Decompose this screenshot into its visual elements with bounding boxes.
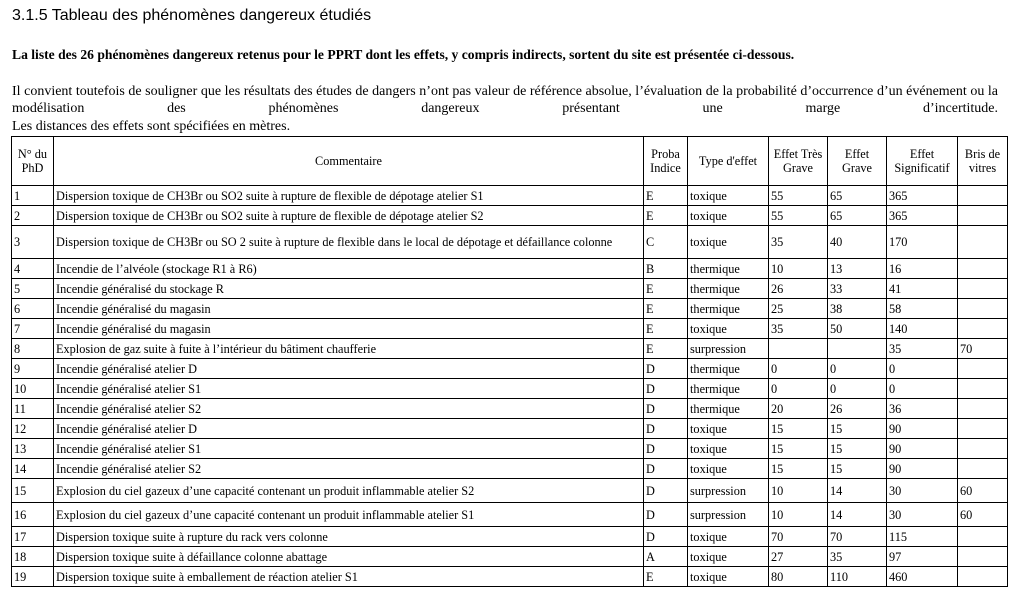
cell-num: 12 bbox=[12, 419, 54, 439]
section-heading: 3.1.5 Tableau des phénomènes dangereux étudiés bbox=[12, 7, 372, 24]
cell-type: toxique bbox=[688, 547, 769, 567]
cell-significatif: 97 bbox=[887, 547, 958, 567]
cell-significatif: 365 bbox=[887, 206, 958, 226]
cell-comment: Explosion du ciel gazeux d’une capacité contenant un produit inflammable atelier S1 bbox=[54, 503, 644, 527]
cell-proba: A bbox=[644, 547, 688, 567]
table-row bbox=[12, 503, 1008, 527]
cell-comment: Dispersion toxique suite à défaillance colonne abattage bbox=[54, 547, 644, 567]
cell-type: thermique bbox=[688, 379, 769, 399]
cell-num: 16 bbox=[12, 503, 54, 527]
cell-type: thermique bbox=[688, 359, 769, 379]
cell-comment: Incendie généralisé du magasin bbox=[54, 319, 644, 339]
cell-proba: E bbox=[644, 567, 688, 587]
cell-grave bbox=[828, 339, 887, 359]
cell-significatif: 170 bbox=[887, 226, 958, 259]
cell-proba: D bbox=[644, 503, 688, 527]
cell-num: 9 bbox=[12, 359, 54, 379]
cell-bris bbox=[958, 547, 1008, 567]
cell-proba: D bbox=[644, 459, 688, 479]
cell-tres-grave: 26 bbox=[769, 279, 828, 299]
cell-comment: Explosion de gaz suite à fuite à l’intérieur du bâtiment chaufferie bbox=[54, 339, 644, 359]
cell-significatif: 36 bbox=[887, 399, 958, 419]
cell-num: 6 bbox=[12, 299, 54, 319]
cell-grave: 65 bbox=[828, 206, 887, 226]
cell-significatif: 58 bbox=[887, 299, 958, 319]
cell-grave: 35 bbox=[828, 547, 887, 567]
cell-num: 7 bbox=[12, 319, 54, 339]
table-row bbox=[12, 319, 1008, 339]
cell-comment: Incendie de l’alvéole (stockage R1 à R6) bbox=[54, 259, 644, 279]
cell-tres-grave: 10 bbox=[769, 479, 828, 503]
table-row bbox=[12, 339, 1008, 359]
table-header-row bbox=[12, 137, 1008, 186]
units-note: Les distances des effets sont spécifiées en mètres. bbox=[12, 119, 291, 134]
cell-proba: D bbox=[644, 379, 688, 399]
cell-bris bbox=[958, 259, 1008, 279]
cell-type: surpression bbox=[688, 503, 769, 527]
disclaimer-paragraph: Il convient toutefois de souligner que les résultats des études de dangers n’ont pas valeur de référence absolue, l’évaluation de la probabilité d’occurrence d’un événement ou la modélisation des phénomènes dangereux présentant une marge d’incertitude. bbox=[12, 84, 998, 116]
cell-significatif: 140 bbox=[887, 319, 958, 339]
cell-proba: D bbox=[644, 527, 688, 547]
cell-comment: Dispersion toxique suite à emballement de réaction atelier S1 bbox=[54, 567, 644, 587]
table-row bbox=[12, 547, 1008, 567]
cell-type: toxique bbox=[688, 459, 769, 479]
cell-grave: 0 bbox=[828, 379, 887, 399]
cell-grave: 15 bbox=[828, 439, 887, 459]
cell-comment: Incendie généralisé atelier D bbox=[54, 419, 644, 439]
cell-type: surpression bbox=[688, 339, 769, 359]
cell-proba: D bbox=[644, 439, 688, 459]
cell-comment: Incendie généralisé atelier S1 bbox=[54, 379, 644, 399]
cell-significatif: 0 bbox=[887, 379, 958, 399]
cell-proba: E bbox=[644, 299, 688, 319]
cell-comment: Dispersion toxique de CH3Br ou SO2 suite à rupture de flexible de dépotage atelier S1 bbox=[54, 186, 644, 206]
cell-significatif: 0 bbox=[887, 359, 958, 379]
table-row bbox=[12, 527, 1008, 547]
cell-tres-grave: 15 bbox=[769, 439, 828, 459]
cell-comment: Incendie généralisé du stockage R bbox=[54, 279, 644, 299]
cell-grave: 26 bbox=[828, 399, 887, 419]
header-proba: Proba Indice bbox=[644, 137, 688, 186]
cell-significatif: 115 bbox=[887, 527, 958, 547]
cell-num: 14 bbox=[12, 459, 54, 479]
cell-comment: Incendie généralisé atelier S2 bbox=[54, 399, 644, 419]
cell-bris bbox=[958, 459, 1008, 479]
cell-proba: E bbox=[644, 339, 688, 359]
cell-significatif: 30 bbox=[887, 479, 958, 503]
cell-comment: Incendie généralisé atelier S1 bbox=[54, 439, 644, 459]
cell-tres-grave: 0 bbox=[769, 379, 828, 399]
table-body bbox=[12, 186, 1008, 587]
cell-num: 10 bbox=[12, 379, 54, 399]
cell-proba: D bbox=[644, 399, 688, 419]
cell-proba: C bbox=[644, 226, 688, 259]
cell-tres-grave: 25 bbox=[769, 299, 828, 319]
cell-proba: D bbox=[644, 479, 688, 503]
header-num: N° du PhD bbox=[12, 137, 54, 186]
cell-significatif: 30 bbox=[887, 503, 958, 527]
table-row bbox=[12, 259, 1008, 279]
cell-proba: E bbox=[644, 279, 688, 299]
cell-num: 11 bbox=[12, 399, 54, 419]
cell-significatif: 90 bbox=[887, 439, 958, 459]
cell-num: 1 bbox=[12, 186, 54, 206]
cell-grave: 40 bbox=[828, 226, 887, 259]
table-row bbox=[12, 206, 1008, 226]
cell-tres-grave: 10 bbox=[769, 259, 828, 279]
cell-comment: Incendie généralisé atelier S2 bbox=[54, 459, 644, 479]
header-bris: Bris de vitres bbox=[958, 137, 1008, 186]
table-row bbox=[12, 299, 1008, 319]
cell-grave: 38 bbox=[828, 299, 887, 319]
table-row bbox=[12, 479, 1008, 503]
cell-tres-grave: 10 bbox=[769, 503, 828, 527]
cell-comment: Dispersion toxique de CH3Br ou SO 2 suite à rupture de flexible dans le local de dépotage et défaillance colonne bbox=[54, 226, 644, 259]
cell-bris bbox=[958, 399, 1008, 419]
cell-tres-grave: 55 bbox=[769, 206, 828, 226]
cell-grave: 50 bbox=[828, 319, 887, 339]
header-type: Type d'effet bbox=[688, 137, 769, 186]
cell-type: thermique bbox=[688, 399, 769, 419]
cell-type: toxique bbox=[688, 527, 769, 547]
cell-grave: 14 bbox=[828, 479, 887, 503]
cell-tres-grave: 15 bbox=[769, 459, 828, 479]
cell-significatif: 35 bbox=[887, 339, 958, 359]
cell-significatif: 365 bbox=[887, 186, 958, 206]
table-row bbox=[12, 379, 1008, 399]
cell-num: 19 bbox=[12, 567, 54, 587]
cell-bris bbox=[958, 319, 1008, 339]
table-row bbox=[12, 459, 1008, 479]
cell-type: thermique bbox=[688, 259, 769, 279]
cell-bris bbox=[958, 186, 1008, 206]
cell-significatif: 460 bbox=[887, 567, 958, 587]
cell-grave: 65 bbox=[828, 186, 887, 206]
cell-type: toxique bbox=[688, 567, 769, 587]
table-row bbox=[12, 279, 1008, 299]
cell-tres-grave: 35 bbox=[769, 319, 828, 339]
cell-bris bbox=[958, 299, 1008, 319]
cell-num: 5 bbox=[12, 279, 54, 299]
cell-type: surpression bbox=[688, 479, 769, 503]
cell-comment: Incendie généralisé du magasin bbox=[54, 299, 644, 319]
cell-type: toxique bbox=[688, 419, 769, 439]
cell-tres-grave: 15 bbox=[769, 419, 828, 439]
table-row bbox=[12, 359, 1008, 379]
cell-type: thermique bbox=[688, 279, 769, 299]
cell-tres-grave: 20 bbox=[769, 399, 828, 419]
cell-num: 17 bbox=[12, 527, 54, 547]
cell-bris bbox=[958, 439, 1008, 459]
cell-tres-grave: 35 bbox=[769, 226, 828, 259]
cell-bris: 60 bbox=[958, 503, 1008, 527]
table-row bbox=[12, 439, 1008, 459]
cell-type: toxique bbox=[688, 439, 769, 459]
cell-num: 4 bbox=[12, 259, 54, 279]
cell-significatif: 90 bbox=[887, 459, 958, 479]
cell-bris bbox=[958, 279, 1008, 299]
cell-comment: Incendie généralisé atelier D bbox=[54, 359, 644, 379]
cell-grave: 14 bbox=[828, 503, 887, 527]
cell-type: toxique bbox=[688, 206, 769, 226]
cell-tres-grave: 70 bbox=[769, 527, 828, 547]
cell-tres-grave bbox=[769, 339, 828, 359]
cell-num: 2 bbox=[12, 206, 54, 226]
cell-grave: 13 bbox=[828, 259, 887, 279]
table-row bbox=[12, 399, 1008, 419]
cell-type: toxique bbox=[688, 319, 769, 339]
cell-num: 15 bbox=[12, 479, 54, 503]
header-tres-grave: Effet Très Grave bbox=[769, 137, 828, 186]
cell-significatif: 41 bbox=[887, 279, 958, 299]
cell-comment: Dispersion toxique suite à rupture du rack vers colonne bbox=[54, 527, 644, 547]
cell-grave: 0 bbox=[828, 359, 887, 379]
intro-sentence: La liste des 26 phénomènes dangereux retenus pour le PPRT dont les effets, y compris indirects, sortent du site est présentée ci-dessous. bbox=[12, 47, 795, 62]
table-row bbox=[12, 186, 1008, 206]
cell-grave: 70 bbox=[828, 527, 887, 547]
cell-significatif: 90 bbox=[887, 419, 958, 439]
table-row bbox=[12, 567, 1008, 587]
cell-bris bbox=[958, 359, 1008, 379]
cell-bris bbox=[958, 206, 1008, 226]
cell-bris bbox=[958, 419, 1008, 439]
cell-bris bbox=[958, 379, 1008, 399]
table-row bbox=[12, 226, 1008, 259]
cell-grave: 15 bbox=[828, 459, 887, 479]
cell-num: 3 bbox=[12, 226, 54, 259]
cell-tres-grave: 55 bbox=[769, 186, 828, 206]
cell-type: toxique bbox=[688, 186, 769, 206]
cell-bris: 60 bbox=[958, 479, 1008, 503]
cell-tres-grave: 0 bbox=[769, 359, 828, 379]
cell-bris bbox=[958, 527, 1008, 547]
cell-significatif: 16 bbox=[887, 259, 958, 279]
cell-type: toxique bbox=[688, 226, 769, 259]
cell-num: 8 bbox=[12, 339, 54, 359]
cell-num: 13 bbox=[12, 439, 54, 459]
table-row bbox=[12, 419, 1008, 439]
cell-grave: 33 bbox=[828, 279, 887, 299]
cell-type: thermique bbox=[688, 299, 769, 319]
cell-proba: D bbox=[644, 359, 688, 379]
cell-bris bbox=[958, 226, 1008, 259]
phenomena-table bbox=[11, 136, 1008, 587]
cell-grave: 15 bbox=[828, 419, 887, 439]
header-comment: Commentaire bbox=[54, 137, 644, 186]
cell-proba: E bbox=[644, 186, 688, 206]
cell-num: 18 bbox=[12, 547, 54, 567]
cell-grave: 110 bbox=[828, 567, 887, 587]
cell-proba: E bbox=[644, 206, 688, 226]
cell-comment: Dispersion toxique de CH3Br ou SO2 suite à rupture de flexible de dépotage atelier S2 bbox=[54, 206, 644, 226]
cell-tres-grave: 27 bbox=[769, 547, 828, 567]
cell-bris: 70 bbox=[958, 339, 1008, 359]
cell-tres-grave: 80 bbox=[769, 567, 828, 587]
cell-comment: Explosion du ciel gazeux d’une capacité contenant un produit inflammable atelier S2 bbox=[54, 479, 644, 503]
header-significatif: Effet Significatif bbox=[887, 137, 958, 186]
cell-bris bbox=[958, 567, 1008, 587]
cell-proba: E bbox=[644, 319, 688, 339]
cell-proba: D bbox=[644, 419, 688, 439]
header-grave: Effet Grave bbox=[828, 137, 887, 186]
cell-proba: B bbox=[644, 259, 688, 279]
